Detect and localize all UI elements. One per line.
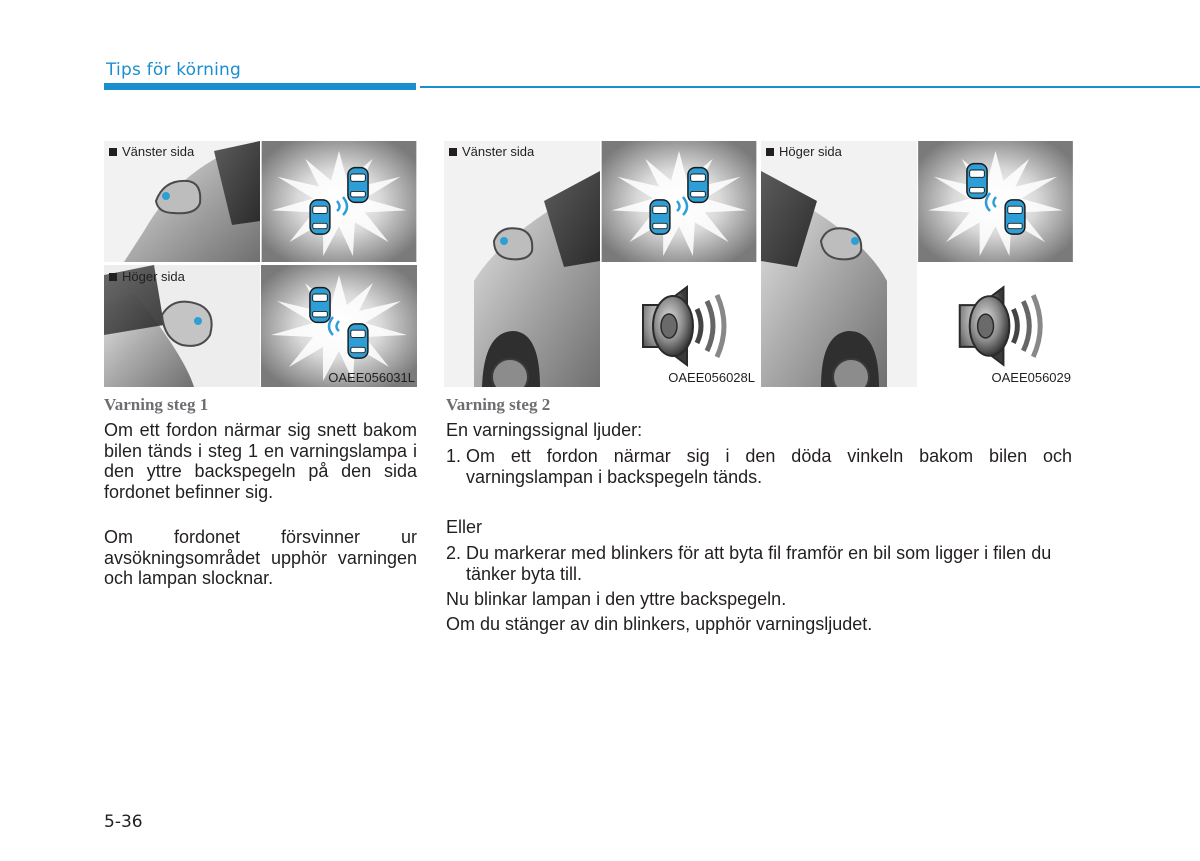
speaker-right-icon: [918, 265, 1073, 387]
section-title: Tips för körning: [106, 60, 242, 80]
figure-3: [761, 141, 1073, 387]
burst-bottom-image: [261, 265, 417, 387]
figure-3-label-right: Höger sida: [766, 144, 842, 159]
burst-warning-image: [601, 141, 757, 262]
right-intro: En varningssignal ljuder:: [446, 420, 643, 440]
list-item-2: [446, 543, 1072, 585]
list-item-2-number: 2.: [446, 543, 462, 563]
right-paragraph-2: Om du stänger av din blinkers, upphör varningsljudet.: [446, 614, 873, 634]
car-right-side-image: [761, 141, 917, 387]
speaker-icon: [601, 265, 757, 387]
figure-1-label-right: Höger sida: [109, 269, 185, 284]
left-paragraph-2: Om fordonet försvinner ur avsökningsområdet upphör varningen och lampan slocknar.: [104, 527, 417, 588]
header-rule-thin: [420, 86, 1200, 88]
left-heading: Varning steg 1: [104, 395, 209, 414]
figure-2: [444, 141, 757, 387]
right-or: Eller: [446, 517, 483, 537]
list-item-1-text: Om ett fordon närmar sig i den döda vinkeln bakom bilen och varningslampan i backspegeln tänds.: [466, 446, 1072, 487]
right-heading: Varning steg 2: [446, 395, 551, 414]
burst-warning-right-image: [918, 141, 1073, 262]
figure-1-label-left: Vänster sida: [109, 144, 194, 159]
figure-3-code: OAEE056029: [991, 370, 1071, 385]
figure-1-code: OAEE056031L: [328, 370, 415, 385]
left-paragraph-1: Om ett fordon närmar sig snett bakom bilen tänds i steg 1 en varningslampa i den yttre backspegeln på den sida fordonet befinner sig.: [104, 420, 417, 502]
list-item-1-number: 1.: [446, 446, 462, 466]
burst-top-image: [261, 141, 417, 262]
page-number: 5-36: [104, 812, 143, 832]
figure-2-code: OAEE056028L: [668, 370, 755, 385]
list-item-2-text: Du markerar med blinkers för att byta fil framför en bil som ligger i filen du tänker byta till.: [466, 543, 1052, 584]
header-rule-thick: [104, 83, 416, 90]
right-paragraph-1: Nu blinkar lampan i den yttre backspegeln.: [446, 589, 787, 609]
car-left-side-image: [444, 141, 600, 387]
figure-1: [104, 141, 417, 387]
list-item-1: [446, 446, 1072, 488]
figure-2-label-left: Vänster sida: [449, 144, 534, 159]
mirror-left-image: [104, 141, 260, 262]
